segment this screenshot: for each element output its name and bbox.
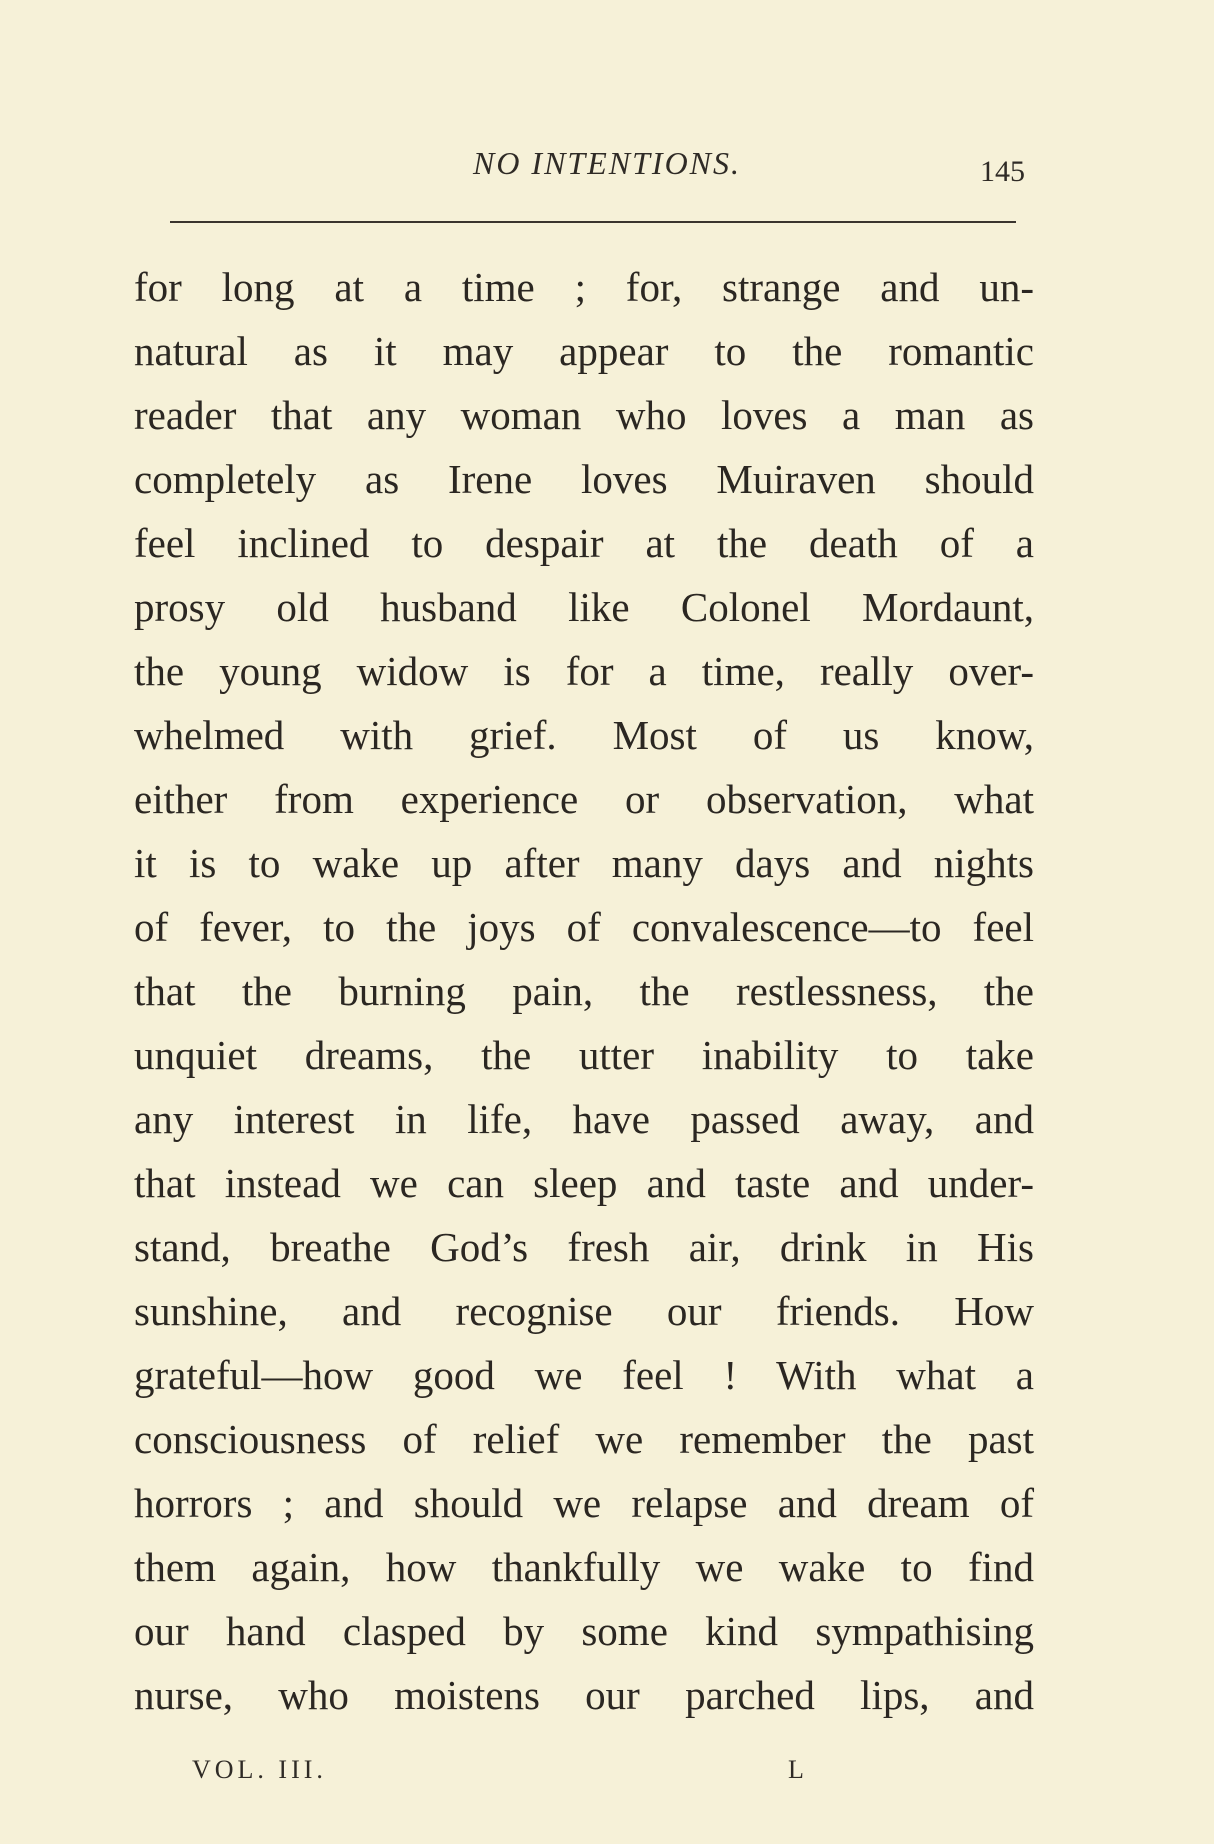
text-line: that instead we can sleep and taste and under- bbox=[134, 1160, 1034, 1206]
text-line: nurse, who moistens our parched lips, and bbox=[134, 1672, 1034, 1718]
text-line: reader that any woman who loves a man as bbox=[134, 392, 1034, 438]
running-title: NO INTENTIONS. bbox=[472, 145, 742, 181]
text-line: the young widow is for a time, really over- bbox=[134, 648, 1034, 694]
text-line: prosy old husband like Colonel Mordaunt, bbox=[134, 584, 1034, 630]
page-number: 145 bbox=[980, 155, 1025, 188]
page-footer bbox=[0, 1755, 1214, 1795]
text-line: feel inclined to despair at the death of a bbox=[134, 520, 1034, 566]
body-text bbox=[134, 255, 1034, 1727]
text-line: any interest in life, have passed away, and bbox=[134, 1096, 1034, 1142]
text-line: grateful—how good we feel ! With what a bbox=[134, 1352, 1034, 1398]
text-line: of fever, to the joys of convalescence—to feel bbox=[134, 904, 1034, 950]
text-line: it is to wake up after many days and nights bbox=[134, 840, 1034, 886]
text-line: whelmed with grief. Most of us know, bbox=[134, 712, 1034, 758]
text-line: stand, breathe God’s fresh air, drink in His bbox=[134, 1224, 1034, 1270]
text-line: for long at a time ; for, strange and un- bbox=[134, 264, 1034, 310]
volume-signature: VOL. III. bbox=[192, 1755, 327, 1784]
text-line: unquiet dreams, the utter inability to take bbox=[134, 1032, 1034, 1078]
running-head bbox=[0, 145, 1214, 195]
text-line: sunshine, and recognise our friends. How bbox=[134, 1288, 1034, 1334]
text-line: natural as it may appear to the romantic bbox=[134, 328, 1034, 374]
signature-mark: L bbox=[788, 1755, 808, 1784]
text-line: either from experience or observation, what bbox=[134, 776, 1034, 822]
text-line: horrors ; and should we relapse and dream of bbox=[134, 1480, 1034, 1526]
text-line: completely as Irene loves Muiraven should bbox=[134, 456, 1034, 502]
text-line: consciousness of relief we remember the past bbox=[134, 1416, 1034, 1462]
text-line: them again, how thankfully we wake to find bbox=[134, 1544, 1034, 1590]
text-line: that the burning pain, the restlessness, the bbox=[134, 968, 1034, 1014]
text-line: our hand clasped by some kind sympathising bbox=[134, 1608, 1034, 1654]
header-rule bbox=[170, 221, 1016, 223]
